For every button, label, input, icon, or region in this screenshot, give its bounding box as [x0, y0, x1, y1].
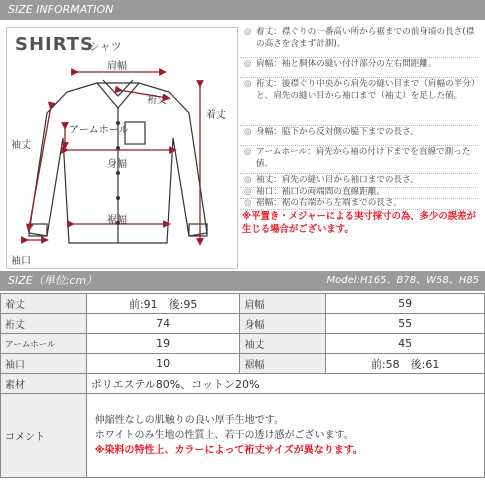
row-value: 前:58 後:61 [326, 354, 485, 374]
row-header: 裾幅 [240, 354, 326, 374]
definition-text: 裄丈：後襟ぐり中央から肩先の縫い目まで（肩幅の半分）と、肩先の縫い目から袖口まで（袖丈）を足した値。 [256, 79, 476, 101]
material-header: 素材 [1, 374, 87, 394]
bullet-icon: ◎ [244, 59, 252, 69]
row-value: 19 [86, 334, 240, 354]
bullet-icon: ◎ [244, 175, 252, 185]
row-value: 前:91 後:95 [86, 294, 240, 314]
label-mihaba: 身幅 [107, 159, 127, 170]
table-row [1, 294, 485, 314]
size-unit-title: SIZE（単位:cm） [8, 274, 98, 287]
material-value: ポリエステル80%、コットン20% [86, 374, 484, 394]
row-header: 着丈 [1, 294, 87, 314]
section-title: SIZE INFORMATION [8, 3, 114, 16]
definition-text: 肩幅：袖と胴体の縫い付け部分の左右間距離。 [256, 59, 437, 69]
table-row [1, 314, 485, 334]
row-value: 74 [86, 314, 240, 334]
measurement-definitions [240, 27, 478, 267]
size-bar [0, 271, 485, 291]
label-sodetake: 袖丈 [11, 140, 31, 151]
comment-line: 伸縮性なしの肌触りの良い厚手生地です。 [94, 415, 284, 426]
definition-item [240, 198, 478, 210]
definition-text: 着丈：襟ぐりの一番高い所から裾までの前身頃の長さ(襟の高さを含まず計測)。 [256, 27, 475, 49]
bullet-icon: ◎ [244, 187, 252, 197]
diagram-title: SHIRTS [15, 34, 95, 55]
row-header: 身幅 [240, 314, 326, 334]
shirt-diagram [6, 27, 238, 269]
bullet-icon: ◎ [244, 27, 252, 37]
label-sodeguchi: 袖口 [11, 256, 31, 267]
model-info: Model:H165、B78、W58、H85 [326, 275, 479, 286]
comment-line: ホワイトのみ生地の性質上、若干の透け感がございます。 [94, 430, 354, 441]
row-value: 45 [326, 334, 485, 354]
row-value: 10 [86, 354, 240, 374]
table-row [1, 394, 485, 478]
diagram-subtitle: シャツ [89, 40, 122, 53]
definition-item [240, 127, 478, 146]
definition-item [240, 27, 478, 58]
definition-item [240, 79, 478, 126]
table-row [1, 334, 485, 354]
row-header: アームホール [1, 334, 87, 354]
comment-header: コメント [1, 394, 87, 478]
label-susohaba: 裾幅 [107, 215, 127, 226]
label-yuki: 裄丈 [147, 95, 167, 106]
row-header: 袖口 [1, 354, 87, 374]
row-value: 55 [326, 314, 485, 334]
definition-text: 裾幅：裾の右端から左端までの長さ。 [256, 198, 402, 208]
label-katahaba: 肩幅 [107, 61, 127, 72]
measurement-note: ※平置き・メジャーによる実寸採寸の為、多少の誤差が生じる場合がございます。 [242, 211, 476, 235]
bullet-icon: ◎ [244, 127, 252, 137]
size-table [0, 293, 485, 478]
definition-item [240, 59, 478, 78]
label-kitake: 着丈 [206, 110, 226, 121]
definition-text: 身幅：脇下から反対側の脇下までの長さ。 [256, 127, 419, 137]
row-header: 裄丈 [1, 314, 87, 334]
definition-text: 袖丈：肩先の縫い目から袖口までの長さ。 [256, 175, 419, 185]
definition-item [240, 147, 478, 174]
comment-warning: ※染料の特性上、カラーによって裄丈サイズが異なります。 [94, 445, 363, 456]
definition-text: アームホール：肩先から袖の付け下までを直線で測った値。 [256, 147, 471, 169]
bullet-icon: ◎ [244, 198, 252, 208]
table-row [1, 354, 485, 374]
definition-text: 袖口：袖口の両端間の直線距離。 [256, 187, 385, 197]
bullet-icon: ◎ [244, 79, 252, 89]
row-header: 袖丈 [240, 334, 326, 354]
size-information-bar [0, 0, 485, 20]
table-row [1, 374, 485, 394]
bullet-icon: ◎ [244, 147, 252, 157]
label-armhole: アームホール [69, 125, 129, 136]
comment-cell [86, 394, 484, 478]
row-header: 肩幅 [240, 294, 326, 314]
row-value: 59 [326, 294, 485, 314]
